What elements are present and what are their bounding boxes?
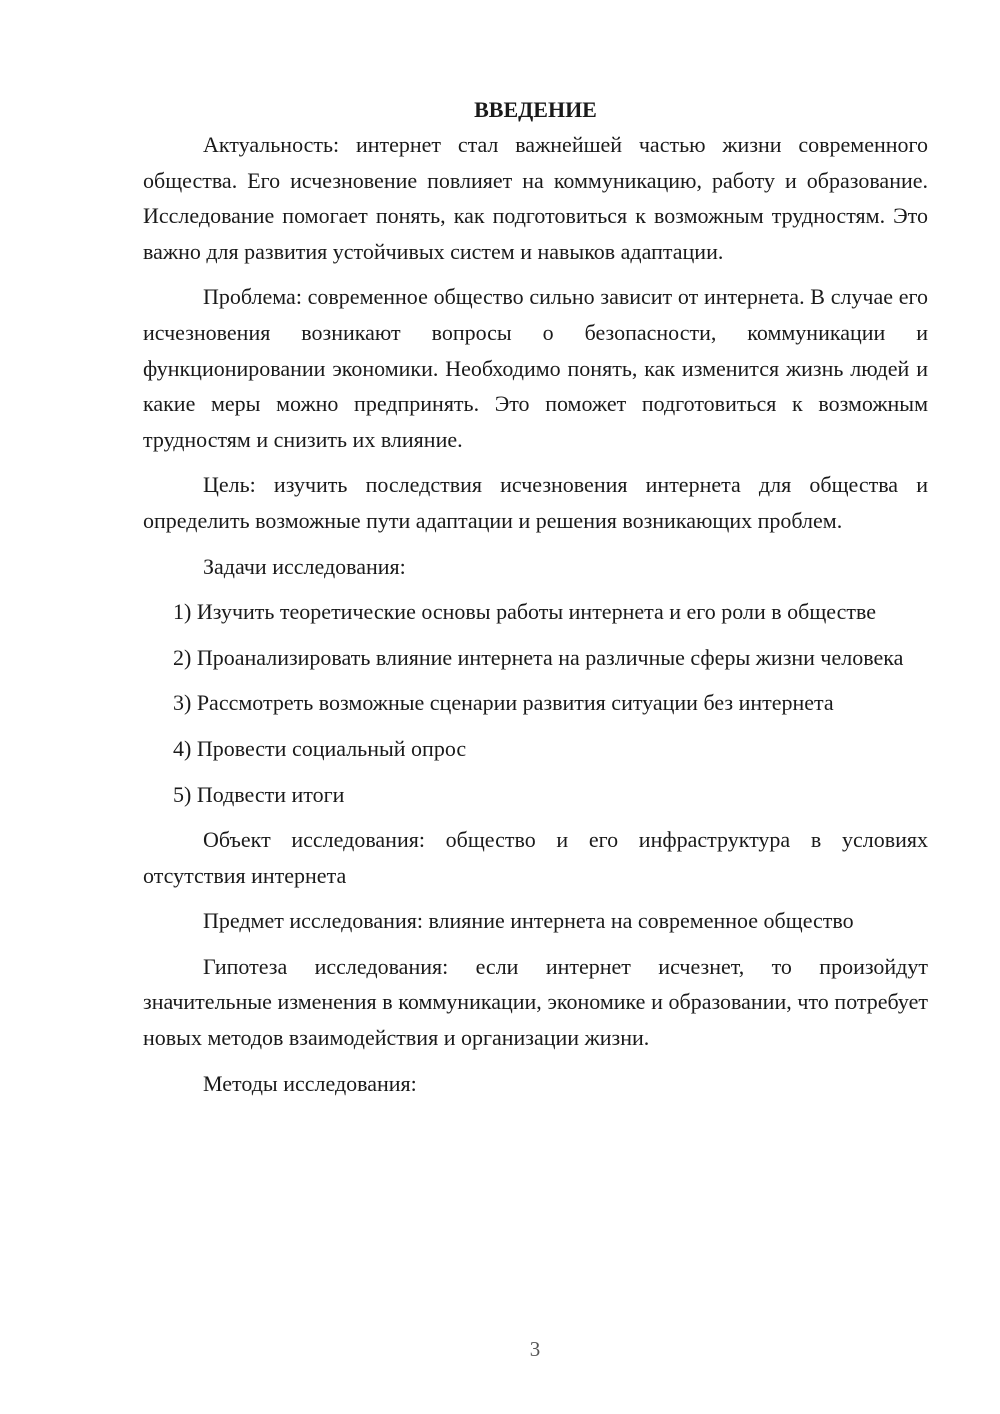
page-content [143,92,928,1111]
task-item-3: 3) Рассмотреть возможные сценарии развития ситуации без интернета [173,690,834,716]
paragraph-subject: Предмет исследования: влияние интернета на современное общество [203,908,854,934]
paragraph-tasks-intro: Задачи исследования: [203,553,406,579]
page-number: 3 [529,1337,541,1361]
paragraph-goal: Цель: изучить последствия исчезновения интернета для общества и определить возможные пути адаптации и решения возникающих проблем. [143,472,928,533]
paragraph-object: Объект исследования: общество и его инфраструктура в условиях отсутствия интернета [143,827,928,888]
paragraph-relevance: Актуальность: интернет стал важнейшей частью жизни современного общества. Его исчезновение повлияет на коммуникацию, работу и образование. Исследование помогает понять, как подготовиться к возможным трудностям. Это важно для развития устойчивых систем и навыков адаптации. [143,132,928,264]
task-item-2: 2) Проанализировать влияние интернета на различные сферы жизни человека [173,644,904,670]
section-heading: ВВЕДЕНИЕ [474,97,597,122]
paragraph-problem: Проблема: современное общество сильно зависит от интернета. В случае его исчезновения возникают вопросы о безопасности, коммуникации и функционировании экономики. Необходимо понять, как изменится жизнь людей и какие меры можно предпринять. Это поможет подготовиться к возможным трудностям и снизить их влияние. [143,284,928,452]
task-item-1: 1) Изучить теоретические основы работы интернета и его роли в обществе [173,599,876,625]
paragraph-hypothesis: Гипотеза исследования: если интернет исчезнет, то произойдут значительные изменения в коммуникации, экономике и образовании, что потребует новых методов взаимодействия и организации жизни. [143,953,928,1051]
paragraph-methods-intro: Методы исследования: [203,1070,417,1096]
task-item-5: 5) Подвести итоги [173,781,345,807]
task-item-4: 4) Провести социальный опрос [173,735,467,761]
